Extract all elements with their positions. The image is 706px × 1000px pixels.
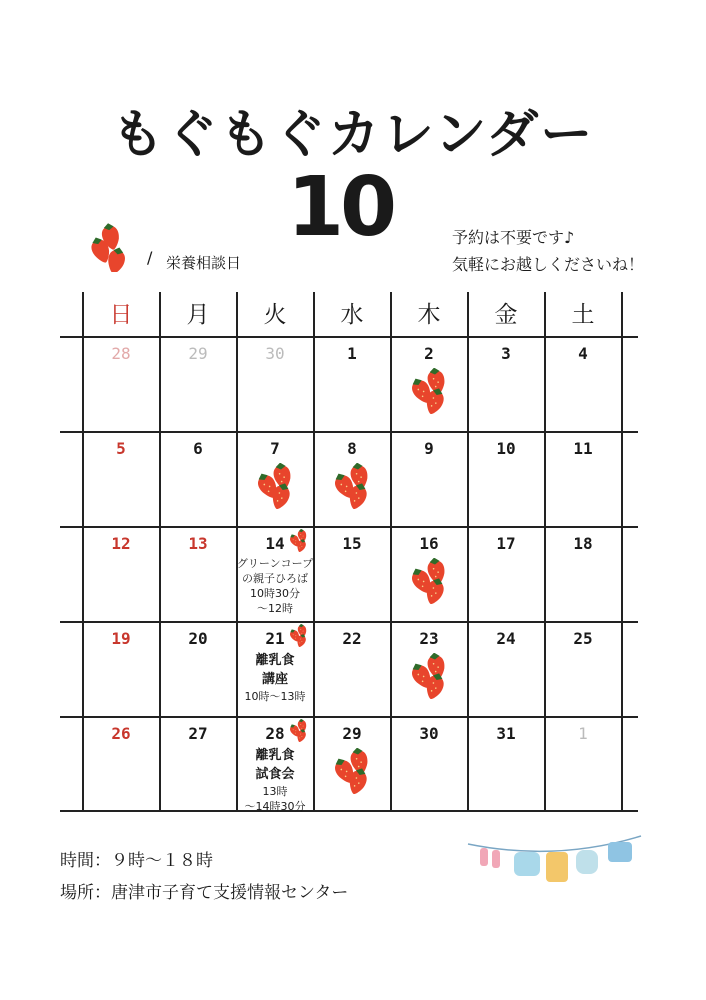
- event-note: [236, 556, 314, 616]
- grid-horizontal-line: [60, 526, 638, 528]
- strawberry-icon: [286, 529, 312, 556]
- event-line: 10時30分: [250, 587, 300, 600]
- strawberry-icon: [286, 719, 312, 746]
- weekday-header: 月: [186, 302, 210, 328]
- event-line: ～14時30分: [244, 800, 306, 813]
- calendar-day-number: 18: [573, 534, 593, 553]
- event-line: ～12時: [257, 602, 293, 615]
- calendar-day-number: 1: [578, 724, 588, 743]
- clothesline-illustration: [466, 832, 646, 906]
- calendar-day-number: 26: [111, 724, 131, 743]
- calendar-day-number: 24: [496, 629, 516, 648]
- weekday-header: 火: [263, 302, 287, 328]
- grid-horizontal-line: [60, 621, 638, 623]
- event-line: 講座: [261, 672, 288, 687]
- event-line: 10時～13時: [244, 690, 306, 703]
- calendar-day-number: 20: [188, 629, 208, 648]
- calendar-day-number: 25: [573, 629, 593, 648]
- calendar-day-number: 13: [188, 534, 208, 553]
- weekday-header: 日: [109, 302, 133, 328]
- grid-horizontal-line: [60, 716, 638, 718]
- calendar-day-number: 29: [342, 724, 362, 743]
- calendar-day-number: 31: [496, 724, 516, 743]
- calendar-day-number: 11: [573, 439, 593, 458]
- calendar-day-number: 30: [419, 724, 439, 743]
- calendar-day-number: 27: [188, 724, 208, 743]
- month-number: 10: [286, 160, 394, 255]
- strawberry-icon: [286, 624, 312, 651]
- calendar-day-number: 23: [419, 629, 439, 648]
- note-line-1: 予約は不要です♪: [452, 228, 575, 247]
- calendar-day-number: 16: [419, 534, 439, 553]
- strawberry-icon: [327, 463, 379, 513]
- calendar-day-number: 14: [265, 534, 285, 553]
- calendar-day-number: 12: [111, 534, 131, 553]
- grid-vertical-line: [621, 292, 623, 810]
- calendar-day-number: 22: [342, 629, 362, 648]
- strawberry-icon: [404, 368, 456, 418]
- calendar-day-number: 10: [496, 439, 516, 458]
- calendar-day-number: 19: [111, 629, 131, 648]
- calendar-day-number: 2: [424, 344, 434, 363]
- calendar-day-number: 15: [342, 534, 362, 553]
- grid-horizontal-line: [60, 431, 638, 433]
- calendar-day-number: 1: [347, 344, 357, 363]
- calendar-day-number: 29: [188, 344, 208, 363]
- calendar-day-number: 8: [347, 439, 357, 458]
- place-text: 場所：唐津市子育て支援情報センター: [60, 883, 349, 903]
- event-line: 13時: [262, 785, 288, 798]
- weekday-header: 金: [494, 302, 518, 328]
- strawberry-icon: [327, 748, 379, 798]
- legend-label: 栄養相談日: [166, 254, 242, 272]
- grid-horizontal-line: [60, 810, 638, 812]
- grid-horizontal-line: [60, 336, 638, 338]
- event-note: [236, 746, 314, 814]
- calendar-day-number: 3: [501, 344, 511, 363]
- event-line: グリーンコープ: [236, 557, 314, 570]
- reservation-note: [452, 224, 644, 278]
- calendar-day-number: 9: [424, 439, 434, 458]
- event-line: 試食会: [255, 767, 295, 782]
- event-line: 離乳食: [255, 653, 295, 668]
- calendar-day-number: 4: [578, 344, 588, 363]
- event-note: [236, 651, 314, 704]
- calendar-day-number: 7: [270, 439, 280, 458]
- legend-slash: /: [147, 248, 153, 267]
- calendar-day-number: 17: [496, 534, 516, 553]
- hours-text: 時間：９時～１８時: [60, 851, 213, 871]
- calendar-day-number: 30: [265, 344, 285, 363]
- weekday-header: 水: [340, 302, 364, 328]
- weekday-header: 木: [417, 302, 441, 328]
- weekday-header: 土: [571, 302, 595, 328]
- calendar-day-number: 6: [193, 439, 203, 458]
- page-title: もぐもぐカレンダー: [111, 105, 595, 165]
- strawberry-icon: [84, 222, 134, 276]
- event-line: 離乳食: [255, 748, 295, 763]
- strawberry-icon: [404, 653, 456, 703]
- calendar-day-number: 21: [265, 629, 285, 648]
- event-line: の親子ひろば: [242, 572, 308, 585]
- calendar-day-number: 28: [265, 724, 285, 743]
- calendar-day-number: 5: [116, 439, 126, 458]
- calendar-day-number: 28: [111, 344, 131, 363]
- strawberry-icon: [250, 463, 302, 513]
- note-line-2: 気軽にお越しくださいね！: [452, 255, 645, 274]
- strawberry-icon: [404, 558, 456, 608]
